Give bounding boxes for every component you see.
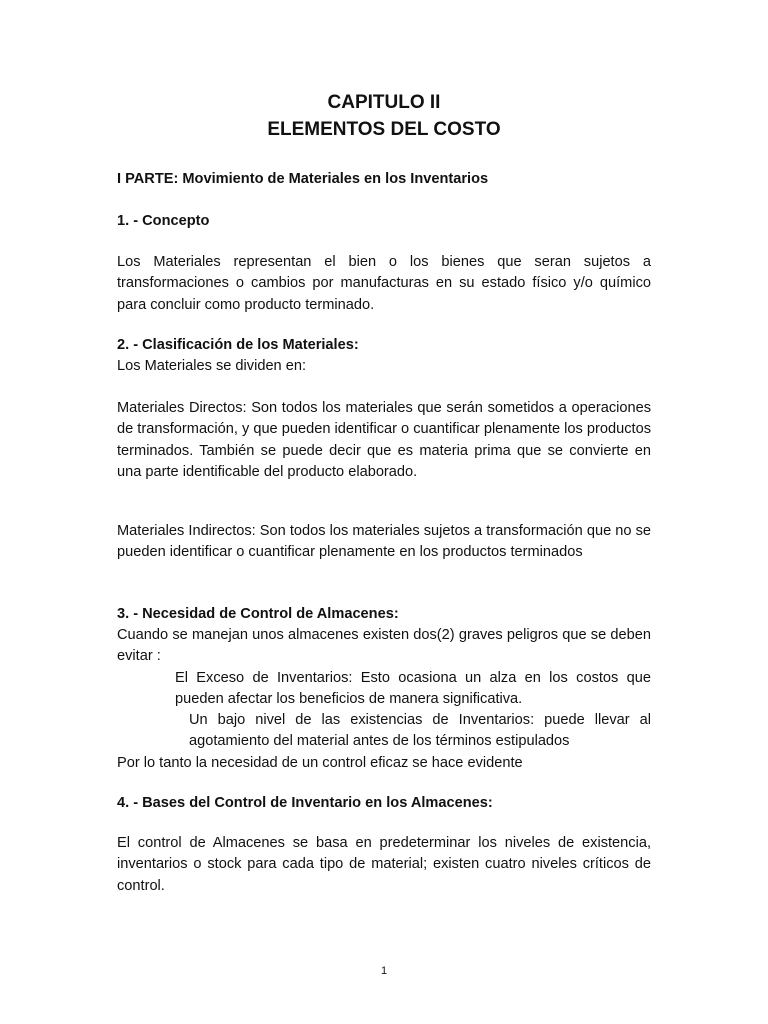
necesidad-intro: Cuando se manejan unos almacenes existen dos(2) graves peligros que se deben evitar : (117, 627, 651, 665)
concepto-paragraph: Los Materiales representan el bien o los bienes que seran sujetos a transformaciones o cambios por manufacturas en su estado físico y/o químico para concluir como producto terminado. (117, 254, 651, 313)
part-heading: I PARTE: Movimiento de Materiales en los Inventarios (117, 171, 489, 187)
page-number: 1 (380, 965, 388, 977)
section-heading-concepto: 1. - Concepto (117, 213, 210, 229)
chapter-number: CAPITULO II (327, 92, 441, 113)
section-heading-necesidad: 3. - Necesidad de Control de Almacenes: (117, 606, 399, 622)
section-heading-clasificacion: 2. - Clasificación de los Materiales: (117, 337, 359, 353)
necesidad-body (117, 625, 651, 774)
materiales-indirectos-paragraph: Materiales Indirectos: Son todos los materiales sujetos a transformación que no se pueden identificar o cuantificar plenamente en los productos terminados (117, 523, 651, 561)
materiales-directos-paragraph: Materiales Directos: Son todos los materiales que serán sometidos a operaciones de transformación, y que pueden identificar o cuantificar plenamente los productos terminados. También se puede decir que es materia prima que se convierte en una parte identificable del producto elaborado. (117, 400, 651, 480)
clasificacion-intro: Los Materiales se dividen en: (117, 358, 307, 374)
necesidad-conclusion: Por lo tanto la necesidad de un control eficaz se hace evidente (117, 754, 523, 771)
section-heading-bases-control: 4. - Bases del Control de Inventario en los Almacenes: (117, 795, 493, 811)
peligro-exceso-inventarios: El Exceso de Inventarios: Esto ocasiona un alza en los costos que pueden afectar los beneficios de manera significativa. (175, 669, 651, 707)
chapter-title: ELEMENTOS DEL COSTO (267, 119, 501, 140)
bases-control-paragraph: El control de Almacenes se basa en predeterminar los niveles de existencia, inventarios o stock para cada tipo de material; existen cuatro niveles críticos de control. (117, 835, 651, 894)
peligro-bajo-nivel: Un bajo nivel de las existencias de Inventarios: puede llevar al agotamiento del material antes de los términos estipulados (189, 712, 651, 750)
